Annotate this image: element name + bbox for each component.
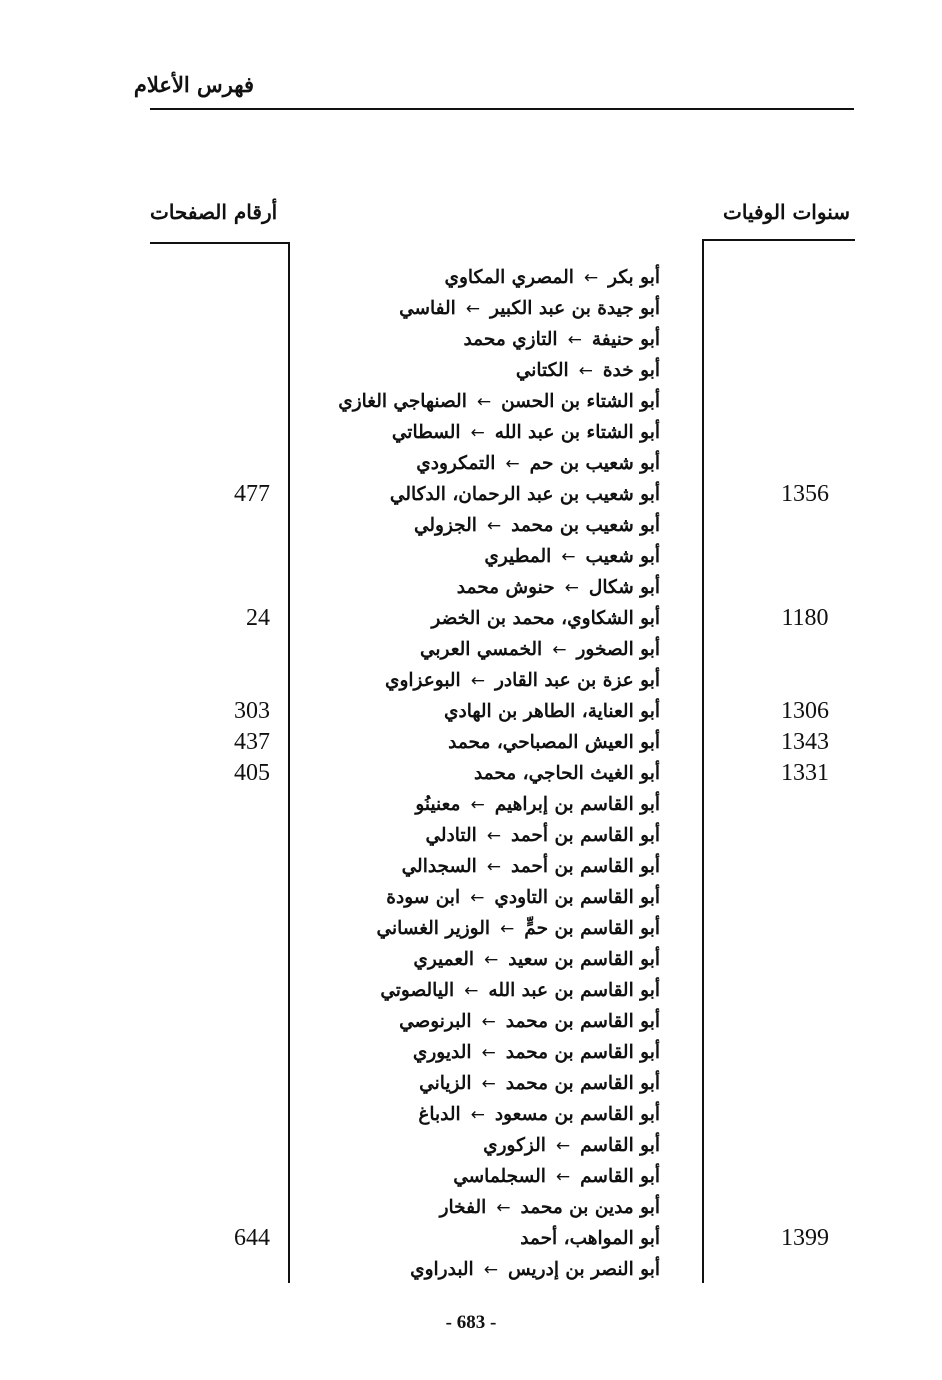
entry-see-reference: الفاسي bbox=[399, 298, 456, 319]
page-number bbox=[150, 510, 270, 541]
entry-name: أبو القاسم bbox=[580, 1166, 660, 1187]
index-entry bbox=[240, 572, 660, 603]
entry-name: أبو شعيب bbox=[585, 546, 660, 567]
index-entry bbox=[240, 1099, 660, 1130]
see-arrow-icon: ← bbox=[555, 1167, 571, 1187]
death-year bbox=[740, 820, 870, 851]
death-year: 1331 bbox=[781, 760, 829, 786]
entry-name: أبو القاسم بن محمد bbox=[505, 1073, 660, 1094]
entry-see-reference: البوعزاوي bbox=[384, 670, 461, 691]
death-year bbox=[740, 975, 870, 1006]
index-entry bbox=[240, 510, 660, 541]
entry-name: أبو القاسم بن حمٍّ bbox=[524, 918, 660, 939]
page-number bbox=[150, 262, 270, 293]
entry-name: أبو شعيب بن عبد الرحمان، الدكالي bbox=[389, 484, 660, 505]
see-arrow-icon: ← bbox=[552, 640, 567, 660]
death-year bbox=[740, 262, 870, 293]
right-column-top-rule bbox=[702, 239, 855, 241]
entry-see-reference: السطاتي bbox=[391, 422, 461, 443]
entry-name: أبو القاسم بن مسعود bbox=[494, 1104, 660, 1125]
entry-name: أبو مدين بن محمد bbox=[520, 1197, 660, 1218]
index-entry bbox=[240, 1037, 660, 1068]
death-years-column-label: سنوات الوفيات bbox=[723, 200, 850, 224]
index-entry bbox=[240, 603, 660, 634]
see-arrow-icon: ← bbox=[465, 299, 481, 319]
running-head: فهرس الأعلام bbox=[133, 72, 254, 97]
page-number bbox=[150, 386, 270, 417]
index-entry bbox=[240, 820, 660, 851]
entry-see-reference: التازي محمد bbox=[463, 329, 558, 350]
entry-name: أبو الصخور bbox=[576, 639, 660, 660]
index-entry bbox=[240, 727, 660, 758]
page-number bbox=[150, 1161, 270, 1192]
page-number: 24 bbox=[246, 605, 270, 631]
see-arrow-icon: ← bbox=[481, 1012, 496, 1032]
entry-name: أبو العيش المصباحي، محمد bbox=[448, 732, 660, 753]
death-year: 1180 bbox=[781, 605, 829, 631]
page-number bbox=[150, 1006, 270, 1037]
page-number: 303 bbox=[234, 698, 270, 724]
index-entry bbox=[240, 541, 660, 572]
death-year: 1399 bbox=[781, 1225, 829, 1251]
entry-see-reference: الزكوري bbox=[483, 1135, 546, 1156]
header-rule bbox=[150, 108, 854, 110]
entry-name: أبو الشتاء بن عبد الله bbox=[494, 422, 660, 443]
entry-see-reference: الدباغ bbox=[418, 1104, 461, 1125]
right-column-divider bbox=[702, 239, 704, 1283]
see-arrow-icon: ← bbox=[500, 919, 515, 939]
entry-see-reference: السجلماسي bbox=[453, 1166, 546, 1187]
death-year: 1356 bbox=[781, 481, 829, 507]
index-entry bbox=[240, 1130, 660, 1161]
death-year bbox=[740, 1006, 870, 1037]
index-entry bbox=[240, 696, 660, 727]
page-number: 437 bbox=[234, 729, 270, 755]
entry-name: أبو القاسم بن أحمد bbox=[511, 856, 660, 877]
see-arrow-icon: ← bbox=[470, 795, 485, 815]
death-year bbox=[740, 541, 870, 572]
entry-see-reference: الفخار bbox=[439, 1197, 487, 1218]
index-entry bbox=[240, 665, 660, 696]
page-number bbox=[150, 1192, 270, 1223]
index-entry bbox=[240, 479, 660, 510]
see-arrow-icon: ← bbox=[505, 454, 520, 474]
index-entry bbox=[240, 448, 660, 479]
left-column-top-rule bbox=[150, 242, 290, 244]
entry-name: أبو جيدة بن عبد الكبير bbox=[490, 298, 660, 319]
pages-column-label: أرقام الصفحات bbox=[150, 200, 278, 224]
entry-name: أبو بكر bbox=[608, 267, 660, 288]
death-year bbox=[740, 293, 870, 324]
page-number bbox=[150, 417, 270, 448]
index-entry bbox=[240, 324, 660, 355]
page-number: 644 bbox=[234, 1225, 270, 1251]
death-year bbox=[740, 417, 870, 448]
entry-name: أبو شكال bbox=[588, 577, 660, 598]
see-arrow-icon: ← bbox=[481, 1043, 496, 1063]
page-number bbox=[150, 572, 270, 603]
death-year bbox=[740, 1130, 870, 1161]
death-year bbox=[740, 510, 870, 541]
see-arrow-icon: ← bbox=[583, 268, 599, 288]
entry-see-reference: الخمسي العربي bbox=[419, 639, 543, 660]
page-number: 405 bbox=[234, 760, 270, 786]
death-year: 1343 bbox=[781, 729, 829, 755]
index-entry bbox=[240, 789, 660, 820]
page-number bbox=[150, 820, 270, 851]
page-number bbox=[150, 789, 270, 820]
index-entry bbox=[240, 262, 660, 293]
entry-name: أبو القاسم بن التاودي bbox=[494, 887, 660, 908]
entry-see-reference: الجزولي bbox=[413, 515, 477, 536]
entry-name: أبو حنيفة bbox=[591, 329, 660, 350]
see-arrow-icon: ← bbox=[555, 1136, 571, 1156]
page-number bbox=[150, 1254, 270, 1285]
index-entry bbox=[240, 293, 660, 324]
index-entry bbox=[240, 634, 660, 665]
page-number bbox=[150, 882, 270, 913]
death-year bbox=[740, 913, 870, 944]
entry-name: أبو القاسم بن سعيد bbox=[508, 949, 660, 970]
see-arrow-icon: ← bbox=[578, 361, 593, 381]
entry-see-reference: ابن سودة bbox=[386, 887, 461, 908]
death-year bbox=[740, 448, 870, 479]
death-year bbox=[740, 789, 870, 820]
page-number bbox=[150, 1099, 270, 1130]
death-years-column bbox=[740, 262, 870, 1285]
index-entry bbox=[240, 1068, 660, 1099]
index-entry bbox=[240, 1254, 660, 1285]
page-number bbox=[150, 913, 270, 944]
see-arrow-icon: ← bbox=[481, 1074, 496, 1094]
page-number bbox=[150, 1068, 270, 1099]
index-entry bbox=[240, 417, 660, 448]
see-arrow-icon: ← bbox=[564, 578, 579, 598]
see-arrow-icon: ← bbox=[486, 857, 502, 877]
entry-name: أبو النصر بن إدريس bbox=[507, 1259, 660, 1280]
index-entry bbox=[240, 1161, 660, 1192]
entry-see-reference: البرنوصي bbox=[399, 1011, 472, 1032]
entry-name: أبو القاسم بن محمد bbox=[505, 1011, 660, 1032]
see-arrow-icon: ← bbox=[476, 392, 492, 412]
see-arrow-icon: ← bbox=[464, 981, 479, 1001]
entry-see-reference: الزياني bbox=[419, 1073, 472, 1094]
entry-see-reference: الديوري bbox=[412, 1042, 472, 1063]
entry-see-reference: السجدالي bbox=[401, 856, 477, 877]
entry-name: أبو القاسم بن إبراهيم bbox=[494, 794, 660, 815]
death-year bbox=[740, 1068, 870, 1099]
entry-see-reference: اليالصوتي bbox=[380, 980, 455, 1001]
entry-name: أبو القاسم بن محمد bbox=[505, 1042, 660, 1063]
entry-see-reference: التادلي bbox=[425, 825, 477, 846]
see-arrow-icon: ← bbox=[486, 516, 502, 536]
index-entry bbox=[240, 355, 660, 386]
entry-name: أبو خدة bbox=[602, 360, 660, 381]
death-year bbox=[740, 1254, 870, 1285]
see-arrow-icon: ← bbox=[486, 826, 502, 846]
page-number bbox=[150, 665, 270, 696]
death-year bbox=[740, 851, 870, 882]
page-number bbox=[150, 634, 270, 665]
page-number bbox=[150, 355, 270, 386]
page-number bbox=[150, 944, 270, 975]
death-year bbox=[740, 1037, 870, 1068]
death-year bbox=[740, 944, 870, 975]
death-year bbox=[740, 882, 870, 913]
entry-see-reference: الكتاني bbox=[515, 360, 569, 381]
index-entry bbox=[240, 758, 660, 789]
entry-see-reference: المطيري bbox=[484, 546, 552, 567]
entry-name: أبو المواهب، أحمد bbox=[520, 1228, 660, 1249]
death-year bbox=[740, 572, 870, 603]
see-arrow-icon: ← bbox=[483, 1260, 498, 1280]
entry-name: أبو القاسم bbox=[580, 1135, 660, 1156]
death-year bbox=[740, 1099, 870, 1130]
see-arrow-icon: ← bbox=[496, 1198, 511, 1218]
index-entry bbox=[240, 913, 660, 944]
page-number bbox=[150, 324, 270, 355]
page-number bbox=[150, 851, 270, 882]
entry-name: أبو القاسم بن أحمد bbox=[511, 825, 660, 846]
death-year: 1306 bbox=[781, 698, 829, 724]
index-entry bbox=[240, 975, 660, 1006]
index-entry bbox=[240, 1192, 660, 1223]
death-year bbox=[740, 1161, 870, 1192]
see-arrow-icon: ← bbox=[470, 1105, 485, 1125]
index-entry bbox=[240, 1223, 660, 1254]
entry-name: أبو عزة بن عبد القادر bbox=[494, 670, 660, 691]
see-arrow-icon: ← bbox=[470, 423, 485, 443]
page-number bbox=[150, 293, 270, 324]
entry-see-reference: الوزير الغساني bbox=[376, 918, 491, 939]
entry-see-reference: البدراوي bbox=[410, 1259, 474, 1280]
entry-name: أبو شعيب بن محمد bbox=[511, 515, 660, 536]
index-entries bbox=[240, 262, 660, 1285]
entry-name: أبو شعيب بن حم bbox=[529, 453, 660, 474]
death-year bbox=[740, 324, 870, 355]
index-entry bbox=[240, 882, 660, 913]
death-year bbox=[740, 665, 870, 696]
death-year bbox=[740, 1192, 870, 1223]
death-year bbox=[740, 355, 870, 386]
page-folio: - 683 - bbox=[445, 1312, 497, 1333]
page-number bbox=[150, 1130, 270, 1161]
entry-see-reference: التمكرودي bbox=[416, 453, 496, 474]
see-arrow-icon: ← bbox=[567, 330, 582, 350]
entry-see-reference: العميري bbox=[413, 949, 475, 970]
page-numbers-column bbox=[150, 262, 270, 1285]
index-entry bbox=[240, 851, 660, 882]
entry-name: أبو الغيث الحاجي، محمد bbox=[473, 763, 660, 784]
page-number bbox=[150, 541, 270, 572]
page-number bbox=[150, 975, 270, 1006]
page-number bbox=[150, 448, 270, 479]
entry-see-reference: حنوش محمد bbox=[456, 577, 555, 598]
index-entry bbox=[240, 944, 660, 975]
entry-name: أبو الشتاء بن الحسن bbox=[501, 391, 660, 412]
entry-name: أبو القاسم بن عبد الله bbox=[488, 980, 660, 1001]
entry-see-reference: معنينُو bbox=[415, 794, 461, 815]
death-year bbox=[740, 386, 870, 417]
see-arrow-icon: ← bbox=[470, 888, 485, 908]
entry-see-reference: المصري المكاوي bbox=[444, 267, 574, 288]
see-arrow-icon: ← bbox=[484, 950, 499, 970]
entry-see-reference: الصنهاجي الغازي bbox=[338, 391, 467, 412]
see-arrow-icon: ← bbox=[470, 671, 485, 691]
page-number: 477 bbox=[234, 481, 270, 507]
index-entry bbox=[240, 1006, 660, 1037]
death-year bbox=[740, 634, 870, 665]
entry-name: أبو العناية، الطاهر بن الهادي bbox=[443, 701, 660, 722]
index-entry bbox=[240, 386, 660, 417]
page-number bbox=[150, 1037, 270, 1068]
entry-name: أبو الشكاوي، محمد بن الخضر bbox=[431, 608, 660, 629]
see-arrow-icon: ← bbox=[561, 547, 576, 567]
